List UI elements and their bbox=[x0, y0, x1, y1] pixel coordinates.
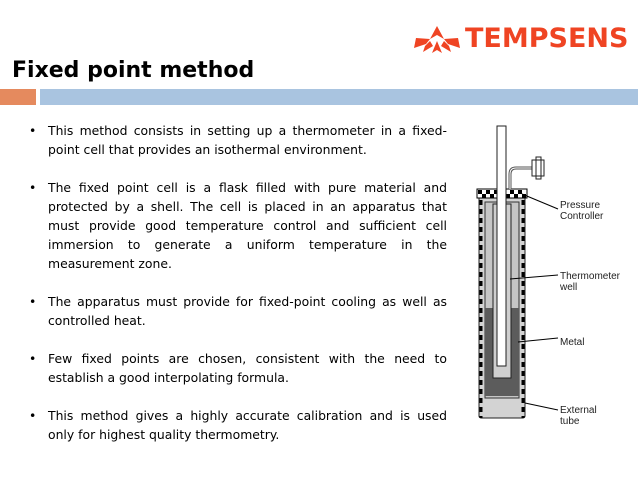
thermometer-stem bbox=[497, 126, 506, 366]
fixed-point-cell-diagram bbox=[474, 122, 638, 434]
tempsens-logo-icon bbox=[414, 24, 460, 54]
logo-wordmark: TEMPSENS bbox=[465, 23, 629, 54]
tempsens-logo bbox=[414, 24, 628, 54]
bullet-item: • This method gives a highly accurate calibration and is used only for highest quality thermometry. bbox=[27, 406, 447, 444]
label-metal: Metal bbox=[560, 337, 585, 348]
bullet-item: • Few fixed points are chosen, consistent with the need to establish a good interpolating formula. bbox=[27, 349, 447, 387]
label-thermometer-line1: Thermometer bbox=[560, 271, 621, 282]
slide-title: Fixed point method bbox=[12, 58, 255, 83]
title-underline-bar bbox=[40, 89, 638, 105]
label-pressure-line1: Pressure bbox=[560, 200, 601, 211]
bullet-item: • This method consists in setting up a thermometer in a fixed-point cell that provides an isothermal environment. bbox=[27, 121, 447, 159]
leader-pressure bbox=[522, 194, 558, 209]
leader-external bbox=[525, 403, 558, 410]
label-pressure-line2: Controller bbox=[560, 211, 604, 222]
pressure-connector bbox=[532, 160, 544, 176]
pressure-tube bbox=[510, 168, 534, 189]
bullet-item: • The fixed point cell is a flask filled with pure material and protected by a shell. The cell is placed in an apparatus that must provide good temperature control and sufficient cell immersion to generate a uniform temperature in the measurement zone. bbox=[27, 178, 447, 273]
label-thermometer-line2: well bbox=[560, 282, 578, 293]
label-external-line2: tube bbox=[560, 416, 580, 427]
bullet-item: • The apparatus must provide for fixed-point cooling as well as controlled heat. bbox=[27, 292, 447, 330]
bullet-list bbox=[27, 121, 447, 463]
title-accent-bar bbox=[0, 89, 36, 105]
label-external-line1: External bbox=[560, 405, 597, 416]
